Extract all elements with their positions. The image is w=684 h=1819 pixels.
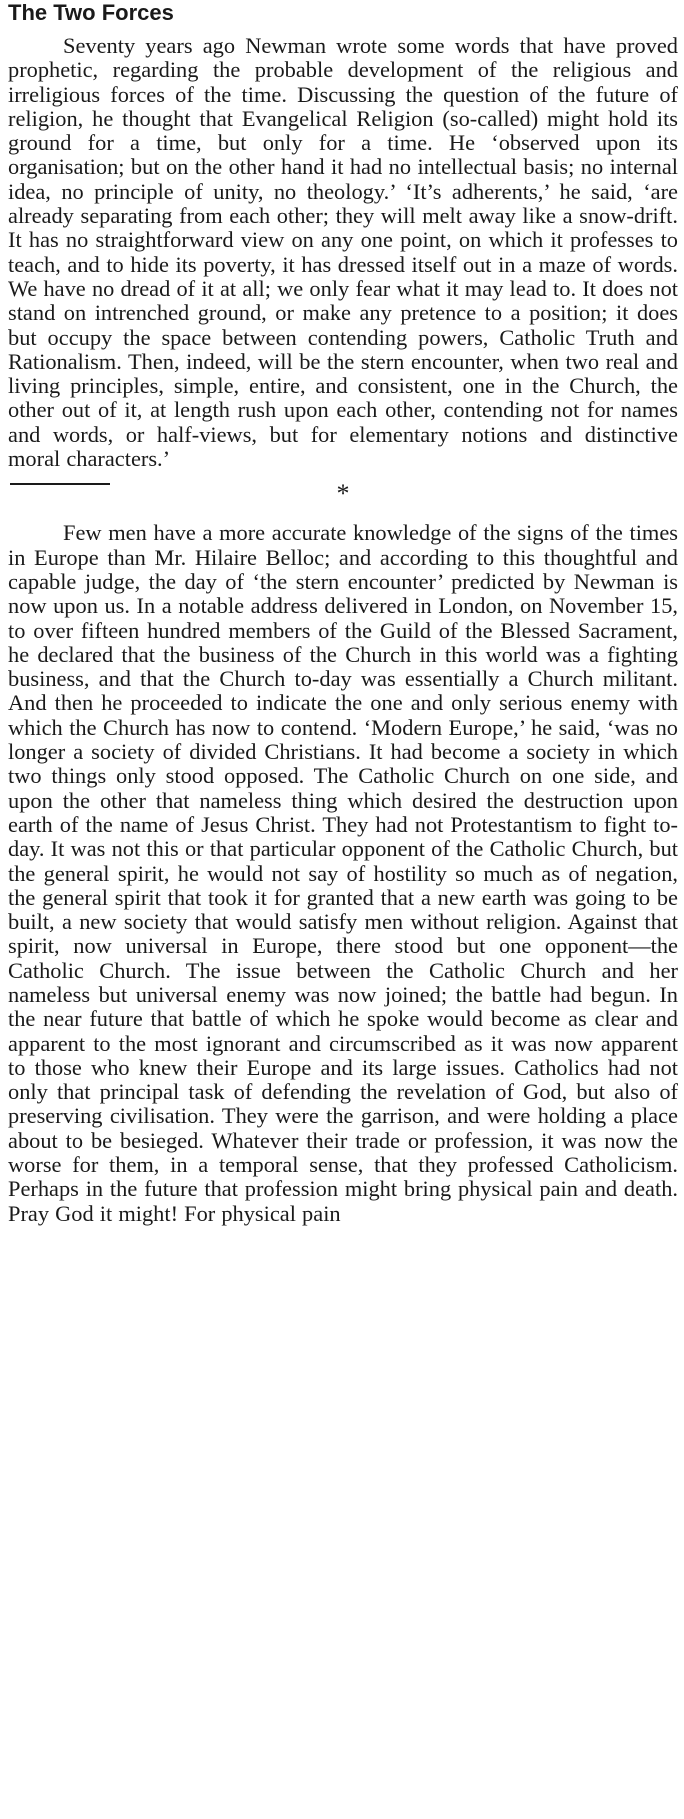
paragraph-newman: Seventy years ago Newman wrote some words that have proved prophetic, regarding the probable development of the religious and irreligious forces of the time. Discussing the question of the future of religion, he thought that Evangelical Religion (so-called) might hold its ground for a time, but only for a time. He ‘observed upon its organisation; but on the other hand it had no intellectual basis; no internal idea, no principle of unity, no theology.’ ‘It’s adherents,’ he said, ‘are already separating from each other; they will melt away like a snow-drift. It has no straightforward view on any one point, on which it professes to teach, and to hide its poverty, it has dressed itself out in a maze of words. We have no dread of it at all; we only fear what it may lead to. It does not stand on intrenched ground, or make any pretence to a position; it does but occupy the space between contending powers, Catholic Truth and Rationalism. Then, indeed, will be the stern encounter, when two real and living principles, simple, entire, and consistent, one in the Church, the other out of it, at length rush upon each other, contending not for names and words, or half-views, but for elementary notions and distinctive moral characters.’ — [8, 33, 678, 472]
article — [8, 0, 678, 1226]
section-separator — [8, 477, 678, 507]
article-title: The Two Forces — [8, 0, 174, 25]
separator-asterisk: * — [336, 479, 350, 509]
paragraph-belloc: Few men have a more accurate knowledge of the signs of the times in Europe than Mr. Hilaire Belloc; and according to this thoughtful and capable judge, the day of ‘the stern encounter’ predicted by Newman is now upon us. In a notable address delivered in London, on November 15, to over fifteen hundred members of the Guild of the Blessed Sacrament, he declared that the business of the Church in this world was a fighting business, and that the Church to-day was essentially a Church militant. And then he proceeded to indicate the one and only serious enemy with which the Church has now to contend. ‘Modern Europe,’ he said, ‘was no longer a society of divided Christians. It had become a society in which two things only stood opposed. The Catholic Church on one side, and upon the other that nameless thing which desired the destruction upon earth of the name of Jesus Christ. They had not Protestantism to fight to-day. It was not this or that particular opponent of the Catholic Church, but the general spirit, he would not say of hostility so much as of negation, the general spirit that took it for granted that a new earth was going to be built, a new society that would satisfy men without religion. Against that spirit, now universal in Europe, there stood but one opponent—the Catholic Church. The issue between the Catholic Church and her nameless but universal enemy was now joined; the battle had begun. In the near future that battle of which he spoke would become as clear and apparent to the most ignorant and circumscribed as it was now apparent to those who knew their Europe and its large issues. Catholics had not only that principal task of defending the revelation of God, but also of preserving civilisation. They were the garrison, and were holding a place about to be besieged. Whatever their trade or profession, it was now the worse for them, in a temporal sense, that they professed Catholicism. Perhaps in the future that profession might bring physical pain and death. Pray God it might! For physical pain — [8, 520, 678, 1226]
